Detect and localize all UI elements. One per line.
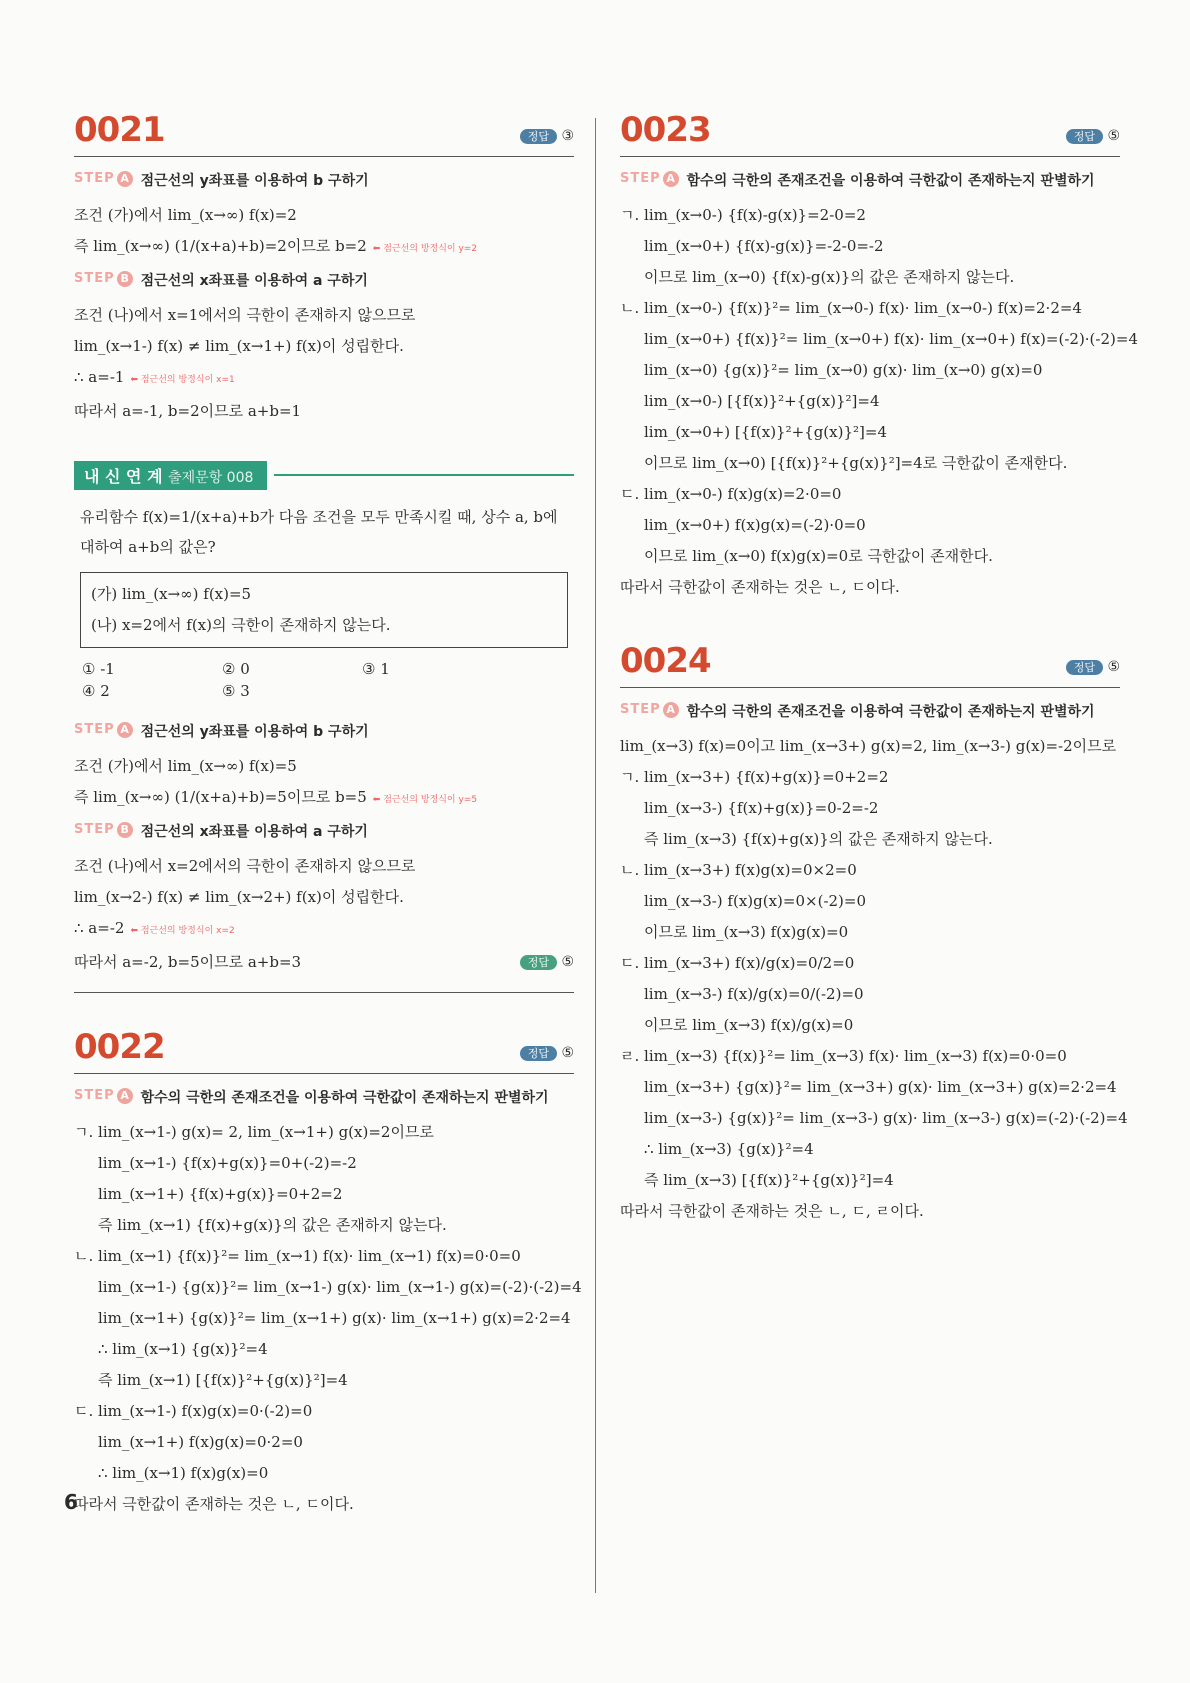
step-tag: STEP [620, 702, 661, 717]
question-text: 유리함수 f(x)=1/(x+a)+b가 다음 조건을 모두 만족시킬 때, 상수 a, b에 대하여 a+b의 값은? [80, 508, 558, 556]
solution-line: lim_(x→0) {g(x)}²= lim_(x→0) g(x)· lim_(x→0) g(x)=0 [644, 361, 1043, 379]
problem-number: 0023 [620, 110, 711, 150]
solution-line: lim_(x→3-) f(x)/g(x)=0/(-2)=0 [644, 985, 864, 1003]
solution-line: ㄱ. lim_(x→3+) {f(x)+g(x)}=0+2=2 [620, 768, 889, 786]
solution-line: 조건 (나)에서 x=1에서의 극한이 존재하지 않으므로 [74, 306, 416, 324]
solution-line: lim_(x→3-) {f(x)+g(x)}=0-2=-2 [644, 799, 879, 817]
solution-line: ㄹ. lim_(x→3) {f(x)}²= lim_(x→3) f(x)· lim_(x→3) f(x)=0·0=0 [620, 1047, 1067, 1065]
solution-line: lim_(x→1-) {g(x)}²= lim_(x→1-) g(x)· lim_(x→1-) g(x)=(-2)·(-2)=4 [98, 1278, 582, 1296]
note-arrow: ⬅ 점근선의 방정식이 y=2 [372, 244, 478, 254]
problem-header [74, 110, 574, 157]
page-number: 6 [64, 1490, 78, 1514]
solution-line: lim_(x→3-) {g(x)}²= lim_(x→3-) g(x)· lim_(x→3-) g(x)=(-2)·(-2)=4 [644, 1109, 1128, 1127]
step-title: 함수의 극한의 존재조건을 이용하여 극한값이 존재하는지 판별하기 [140, 1090, 549, 1106]
solution-line: 이므로 lim_(x→3) f(x)/g(x)=0 [644, 1016, 854, 1034]
solution-line: ∴ lim_(x→1) {g(x)}²=4 [98, 1340, 268, 1358]
note-arrow: ⬅ 점근선의 방정식이 x=2 [130, 926, 235, 936]
step-b-heading [74, 822, 574, 843]
solution-line: 즉 lim_(x→3) {f(x)+g(x)}의 값은 존재하지 않는다. [644, 830, 993, 848]
problem-header [620, 110, 1120, 157]
answer-badge: 정답 [1066, 129, 1103, 144]
step-title: 점근선의 y좌표를 이용하여 b 구하기 [140, 724, 369, 740]
choice-item: ④ 2 [82, 682, 110, 700]
answer-indicator [1066, 659, 1120, 675]
answer-choices [82, 658, 566, 702]
step-tag: STEP [620, 171, 661, 186]
left-column [74, 110, 582, 1520]
step-a-circle-icon: A [663, 171, 679, 187]
solution-line: 조건 (가)에서 lim_(x→∞) f(x)=2 [74, 206, 297, 224]
solution-line: ∴ a=-2 ⬅ 점근선의 방정식이 x=2 [74, 919, 235, 937]
note-arrow: ⬅ 점근선의 방정식이 x=1 [130, 375, 235, 385]
solution-line: ㄷ. lim_(x→3+) f(x)/g(x)=0/2=0 [620, 954, 855, 972]
column-divider [595, 118, 596, 1593]
conclusion-line: 따라서 극한값이 존재하는 것은 ㄴ, ㄷ이다. [74, 1495, 354, 1513]
step-title: 점근선의 y좌표를 이용하여 b 구하기 [140, 173, 369, 189]
condition-item: (나) x=2에서 f(x)의 극한이 존재하지 않는다. [91, 616, 391, 634]
solution-line: lim_(x→0+) [{f(x)}²+{g(x)}²]=4 [644, 423, 887, 441]
related-title: 내 신 연 계 [84, 467, 163, 486]
answer-badge: 정답 [1066, 660, 1103, 675]
note-arrow: ⬅ 점근선의 방정식이 y=5 [372, 795, 478, 805]
solution-line: 즉 lim_(x→∞) (1/(x+a)+b)=2이므로 b=2 ⬅ 점근선의 방정식이 y=2 [74, 237, 478, 255]
solution-line: 조건 (나)에서 x=2에서의 극한이 존재하지 않으므로 [74, 857, 416, 875]
solution-line: lim_(x→0-) [{f(x)}²+{g(x)}²]=4 [644, 392, 880, 410]
solution-line: lim_(x→3-) f(x)g(x)=0×(-2)=0 [644, 892, 867, 910]
solution-line: ㄴ. lim_(x→0-) {f(x)}²= lim_(x→0-) f(x)· lim_(x→0-) f(x)=2·2=4 [620, 299, 1082, 317]
step-a-circle-icon: A [117, 722, 133, 738]
step-title: 함수의 극한의 존재조건을 이용하여 극한값이 존재하는지 판별하기 [686, 173, 1095, 189]
condition-item: (가) lim_(x→∞) f(x)=5 [91, 585, 252, 603]
problem-number: 0022 [74, 1027, 165, 1067]
step-tag: STEP [74, 1088, 115, 1103]
solution-line: lim_(x→1+) {g(x)}²= lim_(x→1+) g(x)· lim_(x→1+) g(x)=2·2=4 [98, 1309, 571, 1327]
answer-value: ⑤ [1107, 128, 1120, 144]
right-column [620, 110, 1138, 1227]
answer-indicator [520, 947, 574, 978]
step-title: 점근선의 x좌표를 이용하여 a 구하기 [140, 273, 368, 289]
solution-line: 즉 lim_(x→1) {f(x)+g(x)}의 값은 존재하지 않는다. [98, 1216, 447, 1234]
related-exam-problem [74, 427, 574, 1027]
choice-item: ② 0 [222, 660, 250, 678]
solution-line: 즉 lim_(x→1) [{f(x)}²+{g(x)}²]=4 [98, 1371, 348, 1389]
step-tag: STEP [74, 271, 115, 286]
section-rule [74, 992, 574, 1027]
answer-indicator [1066, 128, 1120, 144]
solution-line: lim_(x→1+) {f(x)+g(x)}=0+2=2 [98, 1185, 343, 1203]
choice-item: ⑤ 3 [222, 682, 250, 700]
solution-line: 이므로 lim_(x→0) {f(x)-g(x)}의 값은 존재하지 않는다. [644, 268, 1015, 286]
answer-value: ⑤ [561, 1045, 574, 1061]
solution-line: lim_(x→1-) f(x) ≠ lim_(x→1+) f(x)이 성립한다. [74, 337, 404, 355]
conclusion-line: 따라서 극한값이 존재하는 것은 ㄴ, ㄷ, ㄹ이다. [620, 1202, 924, 1220]
step-a-heading [74, 1088, 574, 1109]
choice-item: ① -1 [82, 660, 115, 678]
step-b-circle-icon: B [117, 822, 133, 838]
solution-line: lim_(x→2-) f(x) ≠ lim_(x→2+) f(x)이 성립한다. [74, 888, 404, 906]
solution-line: ∴ a=-1 ⬅ 점근선의 방정식이 x=1 [74, 368, 235, 386]
step-a-heading [74, 171, 574, 192]
conclusion-line: 따라서 a=-2, b=5이므로 a+b=3 정답 ⑤ [74, 947, 574, 978]
step-a-heading [74, 722, 574, 743]
solution-line: ㄷ. lim_(x→1-) f(x)g(x)=0·(-2)=0 [74, 1402, 313, 1420]
solution-line: 이므로 lim_(x→0) f(x)g(x)=0로 극한값이 존재한다. [644, 547, 993, 565]
answer-value: ⑤ [1107, 659, 1120, 675]
conclusion-line: 따라서 극한값이 존재하는 것은 ㄴ, ㄷ이다. [620, 578, 900, 596]
problem-number: 0021 [74, 110, 165, 150]
solution-line: lim_(x→0+) f(x)g(x)=(-2)·0=0 [644, 516, 866, 534]
answer-badge: 정답 [520, 129, 557, 144]
answer-indicator [520, 1045, 574, 1061]
step-b-circle-icon: B [117, 271, 133, 287]
solution-line: lim_(x→1-) {f(x)+g(x)}=0+(-2)=-2 [98, 1154, 357, 1172]
step-tag: STEP [74, 822, 115, 837]
step-b-heading [74, 271, 574, 292]
step-a-heading [620, 702, 1120, 723]
related-exam-header [74, 461, 267, 490]
solution-line: 이므로 lim_(x→3) f(x)g(x)=0 [644, 923, 849, 941]
step-tag: STEP [74, 722, 115, 737]
solution-line: 조건 (가)에서 lim_(x→∞) f(x)=5 [74, 757, 297, 775]
solution-line: 이므로 lim_(x→0) [{f(x)}²+{g(x)}²]=4로 극한값이 존재한다. [644, 454, 1068, 472]
solution-line: ㄱ. lim_(x→0-) {f(x)-g(x)}=2-0=2 [620, 206, 866, 224]
solution-line: ㄴ. lim_(x→1) {f(x)}²= lim_(x→1) f(x)· lim_(x→1) f(x)=0·0=0 [74, 1247, 521, 1265]
step-tag: STEP [74, 171, 115, 186]
conclusion-line: 따라서 a=-1, b=2이므로 a+b=1 [74, 402, 302, 420]
choice-item: ③ 1 [362, 660, 390, 678]
answer-value: ③ [561, 128, 574, 144]
step-a-circle-icon: A [117, 1088, 133, 1104]
problem-0021 [74, 110, 574, 427]
solution-line: lim_(x→0+) {f(x)-g(x)}=-2-0=-2 [644, 237, 884, 255]
solution-line: ㄴ. lim_(x→3+) f(x)g(x)=0×2=0 [620, 861, 857, 879]
problem-number: 0024 [620, 641, 711, 681]
solution-line: lim_(x→3) f(x)=0이고 lim_(x→3+) g(x)=2, lim_(x→3-) g(x)=-2이므로 [620, 737, 1117, 755]
solution-line: lim_(x→0+) {f(x)}²= lim_(x→0+) f(x)· lim_(x→0+) f(x)=(-2)·(-2)=4 [644, 330, 1138, 348]
solution-line: 즉 lim_(x→3) [{f(x)}²+{g(x)}²]=4 [644, 1171, 894, 1189]
solution-line: lim_(x→3+) {g(x)}²= lim_(x→3+) g(x)· lim_(x→3+) g(x)=2·2=4 [644, 1078, 1117, 1096]
answer-indicator [520, 128, 574, 144]
solution-line: ㄱ. lim_(x→1-) g(x)= 2, lim_(x→1+) g(x)=2이므로 [74, 1123, 434, 1141]
problem-0022 [74, 1027, 582, 1520]
condition-box [80, 572, 568, 648]
step-title: 점근선의 x좌표를 이용하여 a 구하기 [140, 824, 368, 840]
solution-line: ㄷ. lim_(x→0-) f(x)g(x)=2·0=0 [620, 485, 842, 503]
solution-line: ∴ lim_(x→1) f(x)g(x)=0 [98, 1464, 269, 1482]
problem-header [74, 1027, 574, 1074]
problem-0024 [620, 641, 1128, 1227]
problem-header [620, 641, 1120, 688]
related-subtitle: 출제문항 008 [168, 470, 254, 486]
solution-line: lim_(x→1+) f(x)g(x)=0·2=0 [98, 1433, 303, 1451]
header-rule [274, 474, 574, 492]
solution-line: ∴ lim_(x→3) {g(x)}²=4 [644, 1140, 814, 1158]
step-title: 함수의 극한의 존재조건을 이용하여 극한값이 존재하는지 판별하기 [686, 704, 1095, 720]
answer-value: ⑤ [561, 954, 574, 970]
answer-badge: 정답 [520, 955, 557, 970]
problem-0023 [620, 110, 1138, 603]
step-a-circle-icon: A [117, 171, 133, 187]
answer-badge: 정답 [520, 1046, 557, 1061]
step-a-circle-icon: A [663, 702, 679, 718]
solution-line: 즉 lim_(x→∞) (1/(x+a)+b)=5이므로 b=5 ⬅ 점근선의 방정식이 y=5 [74, 788, 478, 806]
step-a-heading [620, 171, 1120, 192]
